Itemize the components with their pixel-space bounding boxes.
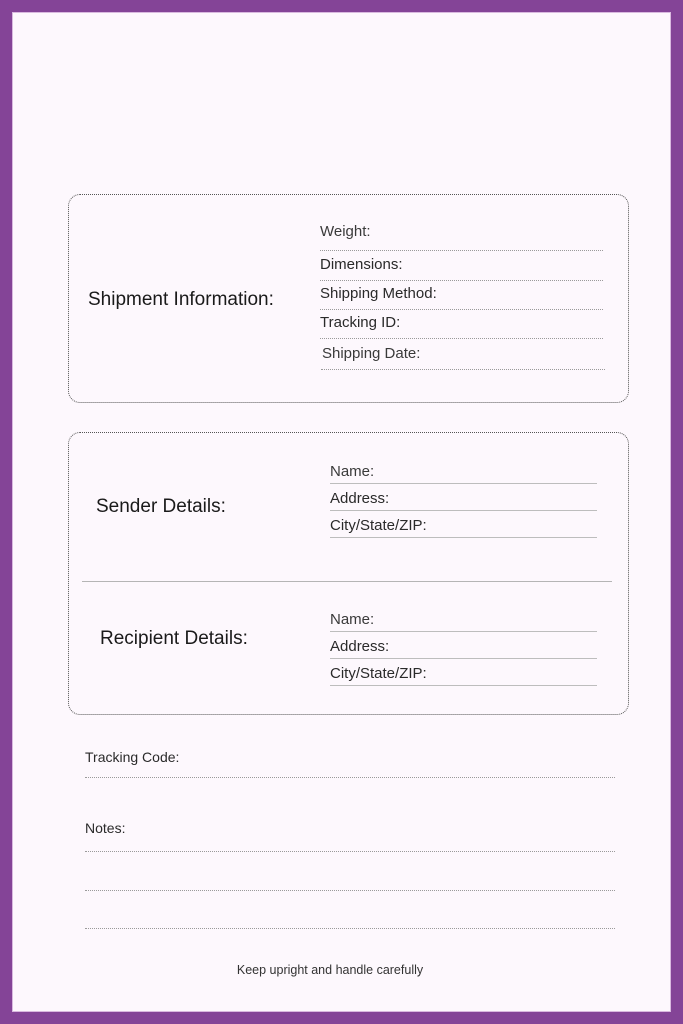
dimensions-label: Dimensions: <box>320 256 403 273</box>
dimensions-field-line[interactable] <box>320 280 603 281</box>
sender-address-field-line[interactable] <box>330 510 597 511</box>
sender-name-field-line[interactable] <box>330 483 597 484</box>
tracking-id-label: Tracking ID: <box>320 314 401 331</box>
recipient-address-field-line[interactable] <box>330 658 597 659</box>
tracking-code-label: Tracking Code: <box>85 749 180 765</box>
weight-field-line[interactable] <box>320 250 603 251</box>
recipient-details-title: Recipient Details: <box>100 628 248 649</box>
tracking-code-field-line[interactable] <box>85 777 615 778</box>
notes-line-3[interactable] <box>85 928 615 929</box>
shipping-label-page <box>12 12 671 1012</box>
tracking-id-field-line[interactable] <box>320 338 603 339</box>
sender-city-state-zip-label: City/State/ZIP: <box>330 517 427 534</box>
notes-line-1[interactable] <box>85 851 615 852</box>
sender-details-title: Sender Details: <box>96 496 226 517</box>
recipient-city-state-zip-field-line[interactable] <box>330 685 597 686</box>
notes-label: Notes: <box>85 820 126 836</box>
sender-name-label: Name: <box>330 463 375 480</box>
shipping-date-field-line[interactable] <box>321 369 605 370</box>
shipping-method-field-line[interactable] <box>320 309 603 310</box>
shipping-date-label: Shipping Date: <box>322 345 421 362</box>
sender-city-state-zip-field-line[interactable] <box>330 537 597 538</box>
notes-line-2[interactable] <box>85 890 615 891</box>
recipient-name-field-line[interactable] <box>330 631 597 632</box>
weight-label: Weight: <box>320 223 371 240</box>
recipient-address-label: Address: <box>330 638 390 655</box>
recipient-name-label: Name: <box>330 611 375 628</box>
handling-instructions: Keep upright and handle carefully <box>236 963 424 977</box>
section-divider <box>82 581 612 582</box>
shipping-method-label: Shipping Method: <box>320 285 437 302</box>
sender-address-label: Address: <box>330 490 390 507</box>
shipment-information-title: Shipment Information: <box>88 289 274 310</box>
recipient-city-state-zip-label: City/State/ZIP: <box>330 665 427 682</box>
